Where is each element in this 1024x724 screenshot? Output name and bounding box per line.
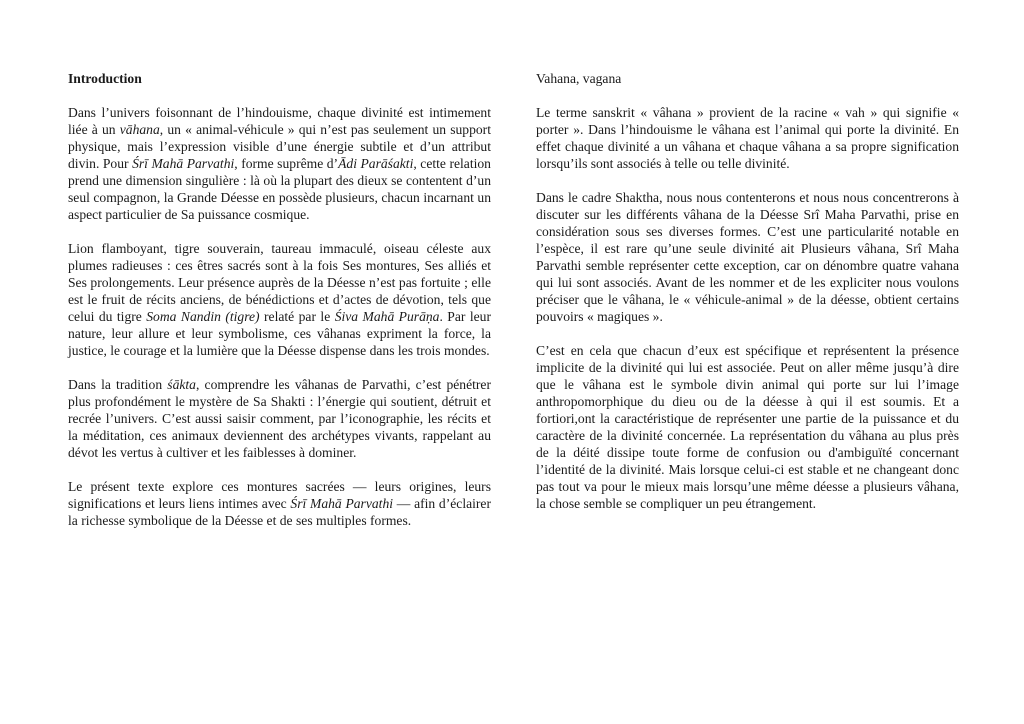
left-column-heading: Introduction: [68, 71, 142, 86]
left-column: [68, 70, 491, 684]
italic-text-run: vāhana: [119, 122, 160, 137]
text-run: , comprendre les vâhanas de Parvathi, c’est pénétrer plus profondément le mystère de Sa Shakti : l’énergie qui soutient, détruit et recrée l’univers. C’est aussi saisir comment, par l’iconographie, les récits et la méditation, ces animaux deviennent des archétypes vivants, rappelant au dévot les vertus à cultiver et les faiblesses à dominer.: [68, 377, 491, 460]
text-run: , cette relation prend une dimension singulière : là où la plupart des dieux se contentent d’un seul compagnon, la Grande Déesse en possède plusieurs, chacun incarnant un aspect particulier de Sa puissance cosmique.: [68, 156, 491, 222]
paragraph: [536, 104, 959, 172]
italic-text-run: Śrī Mahā Parvathi: [290, 496, 394, 511]
text-run: , forme suprême d’: [234, 156, 339, 171]
italic-text-run: Soma Nandin (tigre): [146, 309, 260, 324]
paragraph: [68, 240, 491, 359]
text-run: relaté par le: [259, 309, 335, 324]
italic-text-run: Ādi Parāśakti: [338, 156, 414, 171]
paragraph: [536, 342, 959, 512]
italic-text-run: Śiva Mahā Purāṇa: [334, 309, 440, 324]
paragraph: [536, 189, 959, 325]
text-run: Dans le cadre Shaktha, nous nous contenterons et nous nous concentrerons à discuter sur les différents vâhana de la Déesse Srî Maha Parvathi, prise en considération sous ses diverses formes. C’est une particularité notable en l’espèce, il est rare qu’une seule divinité ait Plusieurs vâhana, Srî Maha Parvathi semble représenter cette exception, car on dénombre quatre vahana qui lui sont associés. Avant de les nommer et de les expliciter nous voulons préciser que le vâhana, le « véhicule-animal » de la déesse, obtient certains pouvoirs « magiques ».: [536, 190, 959, 324]
text-run: Le terme sanskrit « vâhana » provient de la racine « vah » qui signifie « porter ». Dans l’hindouisme le vâhana est l’animal qui porte la divinité. En effet chaque divinité a un vâhana et chaque vâhana a sa propre signification lorsqu’ils sont associés à telle ou telle divinité.: [536, 105, 959, 171]
text-run: — afin d’éclairer la richesse symbolique de la Déesse et de ses multiples formes.: [68, 496, 491, 528]
text-run: Dans l’univers foisonnant de l’hindouisme, chaque divinité est intimement liée à un: [68, 105, 491, 137]
italic-text-run: śākta: [167, 377, 196, 392]
paragraph: [68, 478, 491, 529]
right-column-heading: Vahana, vagana: [536, 71, 622, 86]
text-run: Lion flamboyant, tigre souverain, taureau immaculé, oiseau céleste aux plumes radieuses : ces êtres sacrés sont à la fois Ses montures, Ses alliés et Ses prolongements. Leur présence auprès de la Déesse n’est pas fortuite ; elle est le fruit de récits anciens, de bénédictions et d’actes de dévotion, tels que celui du tigre: [68, 241, 491, 324]
text-run: C’est en cela que chacun d’eux est spécifique et représentent la présence implicite de la divinité qui lui est associée. Peut on aller même jusqu’à dire que le vâhana est le symbole divin animal qui porte sur lui l’image anthropomorphique du dieu ou de la déesse à qui il est soumis. Et a fortiori,ont la caractéristique de représenter une partie de la puissance et du caractère de la divinité concernée. La représentation du vâhana au plus près de la déité dissipe toute forme de confusion ou d'ambiguïté concernant l’identité de la divinité. Mais lorsque celui-ci est stable et ne changeant donc pas tout va pour le mieux mais lorsqu’une même déesse a plusieurs vâhana, la chose semble se compliquer un peu étrangement.: [536, 343, 959, 511]
text-run: . Par leur nature, leur allure et leur symbolisme, ces vâhanas expriment la force, la justice, le courage et la lumière que la Déesse dispense dans les trois mondes.: [68, 309, 491, 358]
text-run: , un « animal-véhicule » qui n’est pas seulement un support physique, mais l’expression visible d’une énergie subtile et d’un attribut divin. Pour: [68, 122, 491, 171]
right-column: [536, 70, 959, 684]
text-run: Dans la tradition: [68, 377, 168, 392]
right-column-paragraphs: [536, 104, 959, 512]
paragraph: [68, 376, 491, 461]
left-column-paragraphs: [68, 104, 491, 529]
italic-text-run: Śrī Mahā Parvathi: [132, 156, 235, 171]
text-run: Le présent texte explore ces montures sacrées — leurs origines, leurs significations et leurs liens intimes avec: [68, 479, 491, 511]
paragraph: [68, 104, 491, 223]
